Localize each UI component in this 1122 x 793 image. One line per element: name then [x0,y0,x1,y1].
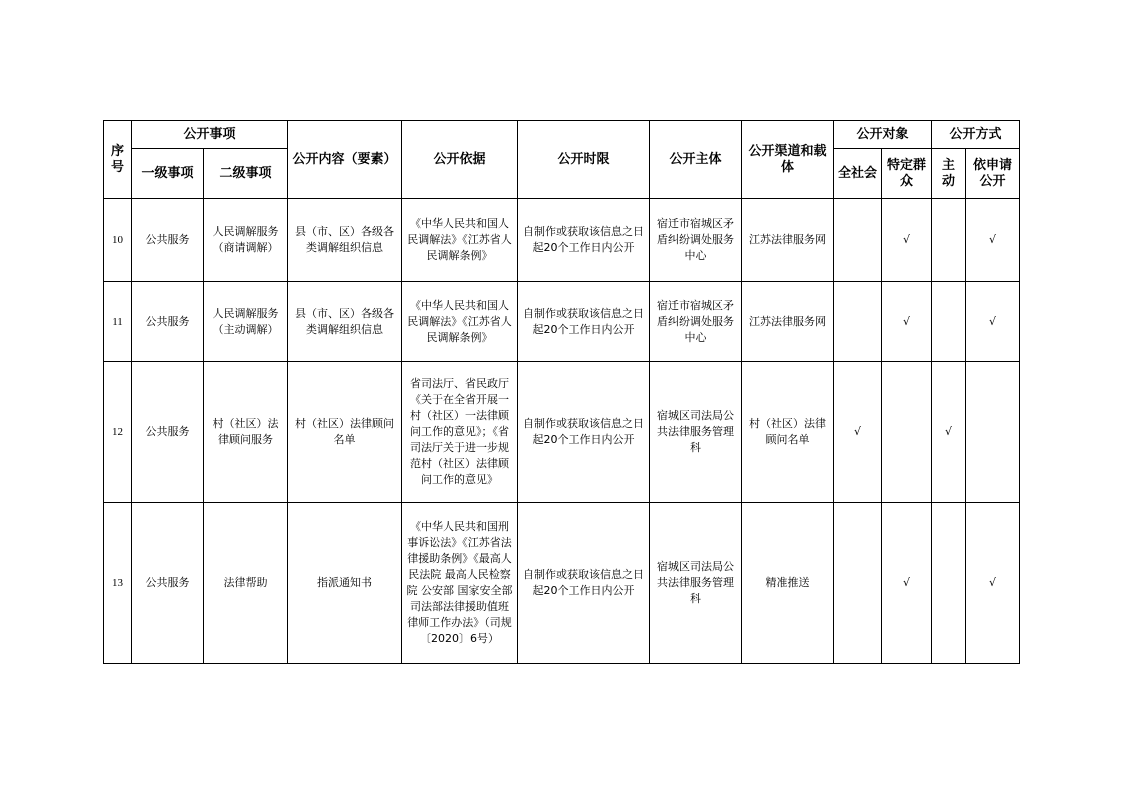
header-item: 公开事项 [132,121,288,149]
cell-seq: 11 [104,282,132,362]
cell-on-request: √ [966,282,1020,362]
cell-seq: 10 [104,199,132,282]
cell-level2: 人民调解服务（主动调解） [204,282,288,362]
table-row [104,282,1020,362]
header-basis: 公开依据 [402,121,518,199]
cell-seq: 13 [104,503,132,664]
cell-level2: 法律帮助 [204,503,288,664]
cell-channel: 江苏法律服务网 [742,282,834,362]
cell-channel: 江苏法律服务网 [742,199,834,282]
header-channel: 公开渠道和载体 [742,121,834,199]
cell-active: √ [932,362,966,503]
cell-channel: 村（社区）法律顾问名单 [742,362,834,503]
cell-subject: 宿迁市宿城区矛盾纠纷调处服务中心 [650,282,742,362]
cell-subject: 宿城区司法局公共法律服务管理科 [650,503,742,664]
header-level1: 一级事项 [132,149,204,199]
cell-specific-group [882,362,932,503]
cell-level1: 公共服务 [132,362,204,503]
cell-time-limit: 自制作或获取该信息之日起20个工作日内公开 [518,362,650,503]
header-content: 公开内容（要素） [288,121,402,199]
header-audience: 公开对象 [834,121,932,149]
cell-content: 县（市、区）各级各类调解组织信息 [288,282,402,362]
cell-content: 县（市、区）各级各类调解组织信息 [288,199,402,282]
cell-level1: 公共服务 [132,503,204,664]
cell-content: 指派通知书 [288,503,402,664]
cell-level1: 公共服务 [132,282,204,362]
cell-level2: 人民调解服务（商请调解） [204,199,288,282]
table-row [104,199,1020,282]
cell-level1: 公共服务 [132,199,204,282]
cell-basis: 《中华人民共和国人民调解法》《江苏省人民调解条例》 [402,199,518,282]
cell-all-society [834,199,882,282]
cell-all-society [834,282,882,362]
header-active: 主动 [932,149,966,199]
cell-specific-group: √ [882,503,932,664]
cell-specific-group: √ [882,199,932,282]
cell-all-society [834,503,882,664]
cell-on-request [966,362,1020,503]
cell-basis: 省司法厅、省民政厅《关于在全省开展一村（社区）一法律顾问工作的意见》；《省司法厅关于进一步规范村（社区）法律顾问工作的意见》 [402,362,518,503]
cell-seq: 12 [104,362,132,503]
cell-time-limit: 自制作或获取该信息之日起20个工作日内公开 [518,503,650,664]
cell-basis: 《中华人民共和国刑事诉讼法》《江苏省法律援助条例》《最高人民法院 最高人民检察院 公安部 国家安全部 司法部法律援助值班律师工作办法》（司规〔2020〕6号） [402,503,518,664]
header-level2: 二级事项 [204,149,288,199]
cell-content: 村（社区）法律顾问名单 [288,362,402,503]
cell-basis: 《中华人民共和国人民调解法》《江苏省人民调解条例》 [402,282,518,362]
cell-time-limit: 自制作或获取该信息之日起20个工作日内公开 [518,199,650,282]
header-seq: 序号 [104,121,132,199]
cell-on-request: √ [966,199,1020,282]
header-subject: 公开主体 [650,121,742,199]
cell-active [932,199,966,282]
cell-subject: 宿城区司法局公共法律服务管理科 [650,362,742,503]
header-on-request: 依申请公开 [966,149,1020,199]
cell-active [932,282,966,362]
header-specific-group: 特定群众 [882,149,932,199]
cell-on-request: √ [966,503,1020,664]
header-method: 公开方式 [932,121,1020,149]
cell-active [932,503,966,664]
disclosure-table [103,120,1020,664]
cell-subject: 宿迁市宿城区矛盾纠纷调处服务中心 [650,199,742,282]
cell-time-limit: 自制作或获取该信息之日起20个工作日内公开 [518,282,650,362]
table-row [104,503,1020,664]
header-all-society: 全社会 [834,149,882,199]
cell-all-society: √ [834,362,882,503]
table-row [104,362,1020,503]
cell-specific-group: √ [882,282,932,362]
cell-channel: 精准推送 [742,503,834,664]
header-time-limit: 公开时限 [518,121,650,199]
cell-level2: 村（社区）法律顾问服务 [204,362,288,503]
